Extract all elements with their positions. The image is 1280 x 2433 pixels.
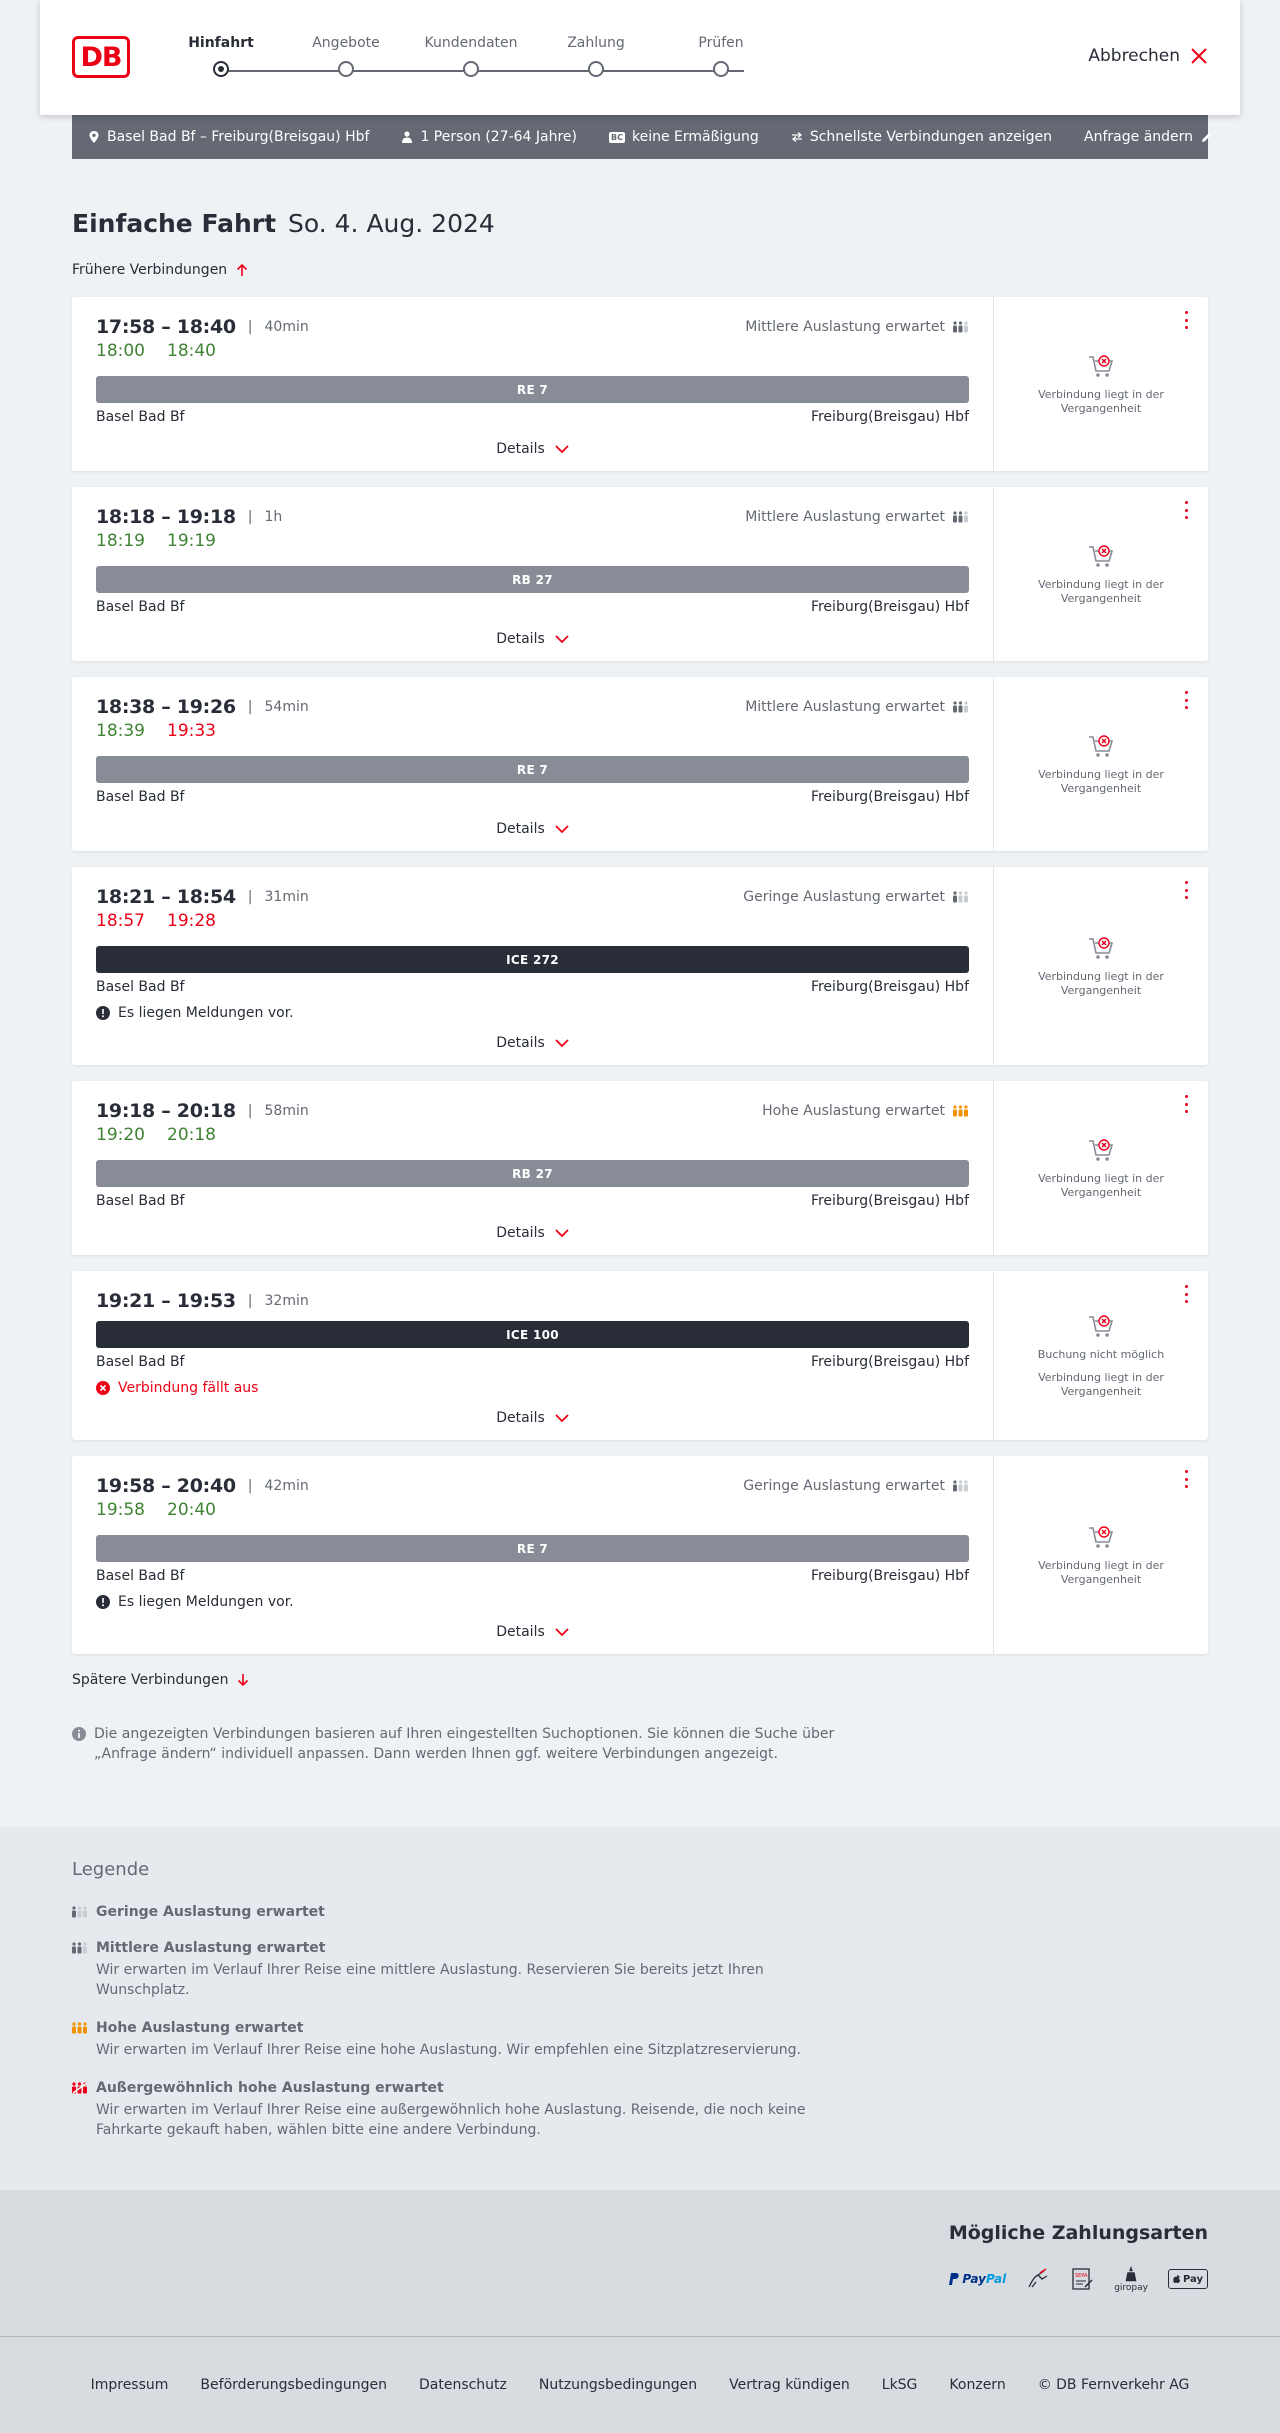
person-icon <box>401 131 413 143</box>
details-toggle[interactable] <box>96 809 969 851</box>
more-options-icon[interactable] <box>1180 691 1192 709</box>
realtime-departure: 18:00 <box>96 341 145 361</box>
legend-item-label: Hohe Auslastung erwartet <box>96 2020 304 2036</box>
step-dot <box>213 61 229 77</box>
destination-station: Freiburg(Breisgau) Hbf <box>810 599 969 615</box>
legend-section <box>0 1827 1280 2190</box>
connection-card[interactable] <box>72 1081 1208 1255</box>
separator: | <box>247 1103 253 1119</box>
passenger-text: 1 Person (27-64 Jahre) <box>420 129 577 145</box>
connection-header <box>96 887 969 907</box>
route-summary <box>88 129 369 145</box>
realtime-arrival: 20:18 <box>167 1125 216 1145</box>
chevron-down-icon <box>555 1413 569 1423</box>
footer-link[interactable]: Impressum <box>90 2377 169 2393</box>
past-connection-label: Verbindung liegt in der Vergangenheit <box>1038 970 1164 997</box>
edit-request-button[interactable] <box>1084 129 1213 145</box>
occupancy-indicator[interactable] <box>743 889 969 905</box>
step-label: Kundendaten <box>424 35 518 51</box>
duration: 42min <box>264 1478 309 1494</box>
origin-station: Basel Bad Bf <box>96 1568 185 1584</box>
connection-details <box>72 297 994 471</box>
legend-item-title <box>72 2020 1208 2036</box>
edit-request-label: Anfrage ändern <box>1084 129 1194 145</box>
step-label: Angebote <box>312 35 380 51</box>
notice-message <box>96 1592 969 1612</box>
footer-link[interactable]: LkSG <box>881 2377 918 2393</box>
step-dot <box>463 61 479 77</box>
main-content <box>0 209 1280 1764</box>
more-options-icon[interactable] <box>1180 1470 1192 1488</box>
realtime-departure: 18:57 <box>96 911 145 931</box>
realtime-times <box>96 341 969 363</box>
legend-item <box>72 2020 1208 2060</box>
occupancy-label: Mittlere Auslastung erwartet <box>745 319 945 335</box>
notice-text: Es liegen Meldungen vor. <box>118 1594 294 1610</box>
arrow-down-icon <box>236 1673 250 1687</box>
legend-item-description: Wir erwarten im Verlauf Ihrer Reise eine außergewöhnlich hohe Auslastung. Reisende, die noch keine Fahrkarte gekauft haben, wählen bitte eine andere Verbindung. <box>96 2102 806 2138</box>
occupancy-label: Geringe Auslastung erwartet <box>743 1478 945 1494</box>
realtime-arrival: 19:33 <box>167 721 216 741</box>
cancellation-notice <box>96 1378 969 1398</box>
separator: | <box>247 1293 253 1309</box>
train-bar: ICE 272 <box>96 946 969 973</box>
occupancy-medium-icon <box>72 1942 88 1954</box>
step-hinfahrt <box>161 35 281 77</box>
booking-panel <box>994 1456 1208 1654</box>
footer-link[interactable]: Beförderungsbedingungen <box>200 2377 387 2393</box>
stations <box>96 1354 969 1374</box>
step-dot <box>588 61 604 77</box>
occupancy-high-icon <box>72 2022 88 2034</box>
connection-header <box>96 1476 969 1496</box>
occupancy-low-icon <box>953 891 969 903</box>
step-label: Prüfen <box>698 35 744 51</box>
connection-header <box>96 317 969 337</box>
chevron-down-icon <box>555 444 569 454</box>
scheduled-times: 17:58 – 18:40 <box>96 316 236 338</box>
details-label: Details <box>496 441 545 457</box>
scheduled-times: 19:21 – 19:53 <box>96 1290 236 1312</box>
booking-panel <box>994 867 1208 1065</box>
step-zahlung <box>536 35 656 77</box>
occupancy-indicator[interactable] <box>743 1478 969 1494</box>
destination-station: Freiburg(Breisgau) Hbf <box>810 979 969 995</box>
details-label: Details <box>496 1225 545 1241</box>
close-icon <box>1190 47 1208 65</box>
step-kundendaten <box>411 35 531 77</box>
occupancy-extreme-icon <box>72 2082 88 2094</box>
db-logo[interactable]: DB <box>72 36 130 78</box>
duration: 54min <box>264 699 309 715</box>
legend-title: Legende <box>72 1859 150 1880</box>
legend-item <box>72 1940 1208 2000</box>
details-toggle[interactable] <box>96 1398 969 1440</box>
destination-station: Freiburg(Breisgau) Hbf <box>810 1568 969 1584</box>
paypal-text-pay: Pay <box>962 2272 986 2286</box>
chevron-down-icon <box>555 1038 569 1048</box>
progress-stepper <box>188 35 755 85</box>
discount-summary <box>609 129 759 145</box>
details-label: Details <box>496 1035 545 1051</box>
scheduled-times: 19:18 – 20:18 <box>96 1100 236 1122</box>
train-bar: RE 7 <box>96 756 969 783</box>
more-options-icon[interactable] <box>1180 1095 1192 1113</box>
later-connections-link[interactable] <box>72 1670 1208 1690</box>
separator: | <box>247 1478 253 1494</box>
cart-unavailable-icon <box>1087 1523 1115 1551</box>
separator: | <box>247 889 253 905</box>
occupancy-low-icon <box>72 1906 88 1918</box>
connection-header <box>96 697 969 717</box>
legend-item-description: Wir erwarten im Verlauf Ihrer Reise eine hohe Auslastung. Wir empfehlen eine Sitzplatzreservierung. <box>96 2042 801 2058</box>
trip-type-title: Einfache Fahrt <box>72 209 277 238</box>
details-label: Details <box>496 631 545 647</box>
scheduled-times: 19:58 – 20:40 <box>96 1475 236 1497</box>
pencil-icon <box>1201 131 1213 143</box>
occupancy-low-icon <box>953 1480 969 1492</box>
step-label: Hinfahrt <box>188 35 254 51</box>
realtime-arrival: 19:19 <box>167 531 216 551</box>
cancel-button[interactable] <box>1088 46 1208 66</box>
stations <box>96 979 969 999</box>
more-options-icon[interactable] <box>1180 1285 1192 1303</box>
destination-station: Freiburg(Breisgau) Hbf <box>810 409 969 425</box>
scheduled-times: 18:38 – 19:26 <box>96 696 236 718</box>
occupancy-label: Geringe Auslastung erwartet <box>743 889 945 905</box>
more-options-icon[interactable] <box>1180 881 1192 899</box>
cart-unavailable-icon <box>1087 1312 1115 1340</box>
details-toggle[interactable] <box>96 1023 969 1065</box>
realtime-arrival: 18:40 <box>167 341 216 361</box>
paypal-icon <box>949 2268 1006 2290</box>
booking-panel <box>994 677 1208 851</box>
legend-item-description: Wir erwarten im Verlauf Ihrer Reise eine mittlere Auslastung. Reservieren Sie bereits jetzt Ihren Wunschplatz. <box>96 1962 764 1998</box>
realtime-arrival: 20:40 <box>167 1500 216 1520</box>
train-bar: RE 7 <box>96 1535 969 1562</box>
destination-station: Freiburg(Breisgau) Hbf <box>810 1354 969 1370</box>
connection-header <box>96 507 969 527</box>
earlier-connections-link[interactable] <box>72 260 1208 280</box>
payment-methods-section <box>0 2190 1280 2337</box>
connection-details <box>72 867 994 1065</box>
past-connection-label: Verbindung liegt in der Vergangenheit <box>1038 1371 1164 1398</box>
notice-text: Es liegen Meldungen vor. <box>118 1005 294 1021</box>
origin-station: Basel Bad Bf <box>96 599 185 615</box>
route-text: Basel Bad Bf – Freiburg(Breisgau) Hbf <box>107 129 370 145</box>
details-label: Details <box>496 1410 545 1426</box>
occupancy-medium-icon <box>953 511 969 523</box>
paypal-text-pal: Pal <box>985 2272 1007 2286</box>
legend-item-title <box>72 1904 1208 1920</box>
realtime-arrival: 19:28 <box>167 911 216 931</box>
payment-icons <box>72 2262 1208 2296</box>
cart-unavailable-icon <box>1087 542 1115 570</box>
realtime-times <box>96 1500 969 1522</box>
connection-details <box>72 487 994 661</box>
search-summary-bar <box>72 115 1208 159</box>
connection-card[interactable] <box>72 1271 1208 1440</box>
cancelled-icon <box>96 1381 110 1395</box>
stations <box>96 409 969 429</box>
cart-unavailable-icon <box>1087 1136 1115 1164</box>
earlier-connections-label: Frühere Verbindungen <box>72 262 228 278</box>
booking-panel <box>994 1081 1208 1255</box>
trip-date: So. 4. Aug. 2024 <box>288 209 495 238</box>
legend-item <box>72 1904 1208 1920</box>
occupancy-medium-icon <box>953 321 969 333</box>
duration: 1h <box>264 509 283 525</box>
alert-icon <box>96 1595 110 1609</box>
realtime-departure: 19:20 <box>96 1125 145 1145</box>
giropay-icon <box>1114 2262 1148 2296</box>
connection-card[interactable] <box>72 677 1208 851</box>
duration: 58min <box>264 1103 309 1119</box>
details-toggle[interactable] <box>96 429 969 471</box>
giropay-label: giropay <box>1114 2283 1148 2293</box>
separator: | <box>247 509 253 525</box>
legend-list <box>72 1904 1208 2140</box>
occupancy-indicator[interactable] <box>762 1103 969 1119</box>
cancel-label: Abbrechen <box>1088 46 1180 66</box>
more-options-icon[interactable] <box>1180 311 1192 329</box>
details-toggle[interactable] <box>96 619 969 661</box>
scheduled-times: 18:18 – 19:18 <box>96 506 236 528</box>
occupancy-high-icon <box>953 1105 969 1117</box>
origin-station: Basel Bad Bf <box>96 409 185 425</box>
past-connection-label: Verbindung liegt in der Vergangenheit <box>1038 768 1164 795</box>
chevron-down-icon <box>555 634 569 644</box>
legend-item-label: Mittlere Auslastung erwartet <box>96 1940 326 1956</box>
occupancy-label: Mittlere Auslastung erwartet <box>745 699 945 715</box>
step-dot <box>713 61 729 77</box>
page-title <box>72 209 1208 238</box>
realtime-departure: 18:19 <box>96 531 145 551</box>
apple-pay-icon <box>1168 2269 1208 2289</box>
connection-list <box>72 297 1208 1654</box>
train-bar: RB 27 <box>96 566 969 593</box>
cart-unavailable-icon <box>1087 934 1115 962</box>
train-bar: ICE 100 <box>96 1321 969 1348</box>
footer-link[interactable]: Konzern <box>949 2377 1006 2393</box>
details-toggle[interactable] <box>96 1213 969 1255</box>
connection-details <box>72 677 994 851</box>
duration: 40min <box>264 319 309 335</box>
connection-details <box>72 1081 994 1255</box>
separator: | <box>247 699 253 715</box>
legend-item-title <box>72 2080 1208 2096</box>
legend-item-label: Geringe Auslastung erwartet <box>96 1904 325 1920</box>
stations <box>96 1568 969 1588</box>
destination-station: Freiburg(Breisgau) Hbf <box>810 1193 969 1209</box>
chevron-down-icon <box>555 824 569 834</box>
more-options-icon[interactable] <box>1180 501 1192 519</box>
legend-item <box>72 2080 1208 2140</box>
realtime-times <box>96 1125 969 1147</box>
chevron-down-icon <box>555 1627 569 1637</box>
apple-pay-text: Pay <box>1182 2273 1203 2285</box>
past-connection-label: Verbindung liegt in der Vergangenheit <box>1038 1172 1164 1199</box>
copyright-link[interactable]: © DB Fernverkehr AG <box>1037 2377 1190 2393</box>
connection-card[interactable] <box>72 867 1208 1065</box>
arrow-up-icon <box>235 263 249 277</box>
origin-station: Basel Bad Bf <box>96 789 185 805</box>
swap-arrows-icon <box>791 131 803 143</box>
realtime-departure: 19:58 <box>96 1500 145 1520</box>
cart-unavailable-icon <box>1087 732 1115 760</box>
occupancy-medium-icon <box>953 701 969 713</box>
realtime-times <box>96 721 969 743</box>
details-label: Details <box>496 1624 545 1640</box>
notice-message <box>96 1003 969 1023</box>
search-info-note <box>72 1724 842 1764</box>
booking-panel <box>994 297 1208 471</box>
bahncard-icon: BC <box>611 132 623 142</box>
cancellation-text: Verbindung fällt aus <box>118 1380 259 1396</box>
connection-details <box>72 1271 994 1440</box>
stations <box>96 1193 969 1213</box>
occupancy-label: Hohe Auslastung erwartet <box>762 1103 945 1119</box>
origin-station: Basel Bad Bf <box>96 979 185 995</box>
later-connections-label: Spätere Verbindungen <box>72 1672 229 1688</box>
stations <box>96 789 969 809</box>
occupancy-label: Mittlere Auslastung erwartet <box>745 509 945 525</box>
step-label: Zahlung <box>567 35 625 51</box>
train-bar: RB 27 <box>96 1160 969 1187</box>
passenger-summary <box>401 129 577 145</box>
discount-text: keine Ermäßigung <box>631 129 759 145</box>
legend-item-title <box>72 1940 1208 1956</box>
step-angebote <box>286 35 406 77</box>
connection-header <box>96 1291 969 1311</box>
fastest-text: Schnellste Verbindungen anzeigen <box>809 129 1053 145</box>
booking-panel <box>994 487 1208 661</box>
info-icon <box>72 1727 86 1741</box>
realtime-times <box>96 911 969 933</box>
past-connection-label: Verbindung liegt in der Vergangenheit <box>1038 578 1164 605</box>
booking-unavailable: Buchung nicht möglich <box>1037 1348 1165 1361</box>
sepa-icon <box>1070 2268 1094 2290</box>
scheduled-times: 18:21 – 18:54 <box>96 886 236 908</box>
stations <box>96 599 969 619</box>
occupancy-indicator[interactable] <box>745 699 969 715</box>
info-note-text: Die angezeigten Verbindungen basieren auf Ihren eingestellten Suchoptionen. Sie können die Suche über „Anfrage ändern“ individuell anpassen. Dann werden Ihnen ggf. weitere Verbindungen angezeigt. <box>94 1726 835 1762</box>
realtime-times <box>96 531 969 553</box>
footer-link[interactable]: Datenschutz <box>418 2377 507 2393</box>
past-connection-label: Verbindung liegt in der Vergangenheit <box>1038 388 1164 415</box>
sepa-text: SEPA <box>1075 2273 1088 2279</box>
origin-station: Basel Bad Bf <box>96 1193 185 1209</box>
chevron-down-icon <box>555 1228 569 1238</box>
step-dot <box>338 61 354 77</box>
footer <box>0 2337 1280 2433</box>
fastest-summary <box>791 129 1052 145</box>
occupancy-indicator[interactable] <box>745 509 969 525</box>
location-pin-icon <box>88 131 100 143</box>
credit-card-icon <box>1026 2268 1050 2290</box>
booking-panel <box>994 1271 1208 1440</box>
alert-icon <box>96 1006 110 1020</box>
details-toggle[interactable] <box>96 1612 969 1654</box>
train-bar: RE 7 <box>96 376 969 403</box>
connection-details <box>72 1456 994 1654</box>
connection-header <box>96 1101 969 1121</box>
payment-title: Mögliche Zahlungsarten <box>948 2222 1208 2244</box>
connection-card[interactable] <box>72 297 1208 471</box>
connection-card[interactable] <box>72 487 1208 661</box>
details-label: Details <box>496 821 545 837</box>
destination-station: Freiburg(Breisgau) Hbf <box>810 789 969 805</box>
footer-link[interactable]: Nutzungsbedingungen <box>538 2377 698 2393</box>
cart-unavailable-icon <box>1087 352 1115 380</box>
legend-item-label: Außergewöhnlich hohe Auslastung erwartet <box>96 2080 444 2096</box>
duration: 31min <box>264 889 309 905</box>
header <box>40 0 1240 115</box>
separator: | <box>247 319 253 335</box>
past-connection-label: Verbindung liegt in der Vergangenheit <box>1038 1559 1164 1586</box>
step-pruefen <box>661 35 781 77</box>
realtime-departure: 18:39 <box>96 721 145 741</box>
footer-link[interactable]: Vertrag kündigen <box>729 2377 850 2393</box>
connection-card[interactable] <box>72 1456 1208 1654</box>
occupancy-indicator[interactable] <box>745 319 969 335</box>
origin-station: Basel Bad Bf <box>96 1354 185 1370</box>
duration: 32min <box>264 1293 309 1309</box>
